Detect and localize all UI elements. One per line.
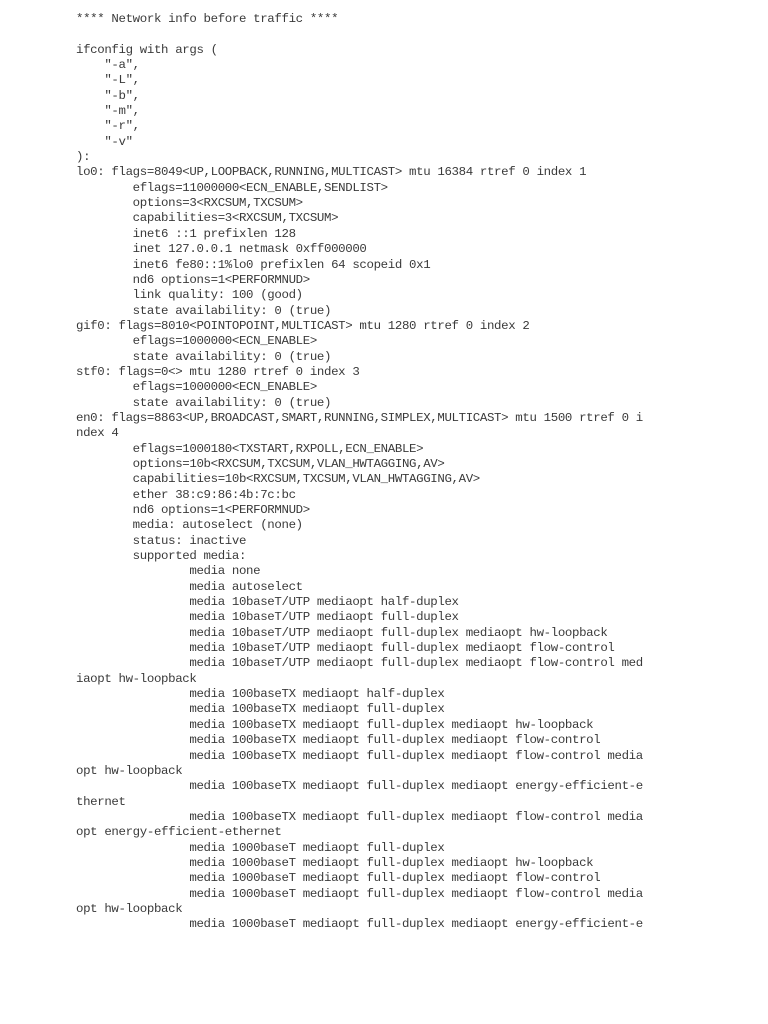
output-line: supported media: xyxy=(76,549,247,564)
output-line: state availability: 0 (true) xyxy=(76,303,332,318)
output-line: nd6 options=1<PERFORMNUD> xyxy=(76,272,310,287)
output-line: "-r", xyxy=(76,119,140,134)
output-line: "-v" xyxy=(76,134,133,149)
output-line: media 1000baseT mediaopt full-duplex mediaopt hw-loopback xyxy=(76,855,594,870)
output-line: media none xyxy=(76,564,261,579)
output-line: inet6 ::1 prefixlen 128 xyxy=(76,226,296,241)
output-line: media 1000baseT mediaopt full-duplex mediaopt energy-efficient-e xyxy=(76,917,643,932)
output-line: eflags=11000000<ECN_ENABLE,SENDLIST> xyxy=(76,180,388,195)
output-line: media 1000baseT mediaopt full-duplex mediaopt flow-control media xyxy=(76,886,643,901)
output-line: capabilities=10b<RXCSUM,TXCSUM,VLAN_HWTAGGING,AV> xyxy=(76,472,480,487)
output-line: **** Network info before traffic **** xyxy=(76,12,339,26)
output-line: eflags=1000000<ECN_ENABLE> xyxy=(76,380,317,395)
output-line: media 100baseTX mediaopt full-duplex mediaopt hw-loopback xyxy=(76,717,594,732)
output-line: stf0: flags=0<> mtu 1280 rtref 0 index 3 xyxy=(76,364,360,379)
output-line: "-m", xyxy=(76,104,140,119)
output-line: link quality: 100 (good) xyxy=(76,288,303,303)
output-line: opt energy-efficient-ethernet xyxy=(76,825,282,840)
output-line: media 10baseT/UTP mediaopt full-duplex mediaopt flow-control xyxy=(76,641,615,656)
output-line: lo0: flags=8049<UP,LOOPBACK,RUNNING,MULTICAST> mtu 16384 rtref 0 index 1 xyxy=(76,165,587,180)
output-line: gif0: flags=8010<POINTOPOINT,MULTICAST> mtu 1280 rtref 0 index 2 xyxy=(76,318,530,333)
output-line: media 100baseTX mediaopt full-duplex mediaopt flow-control media xyxy=(76,748,643,763)
output-line: ifconfig with args ( xyxy=(76,42,218,57)
output-line: eflags=1000000<ECN_ENABLE> xyxy=(76,334,317,349)
output-line: "-b", xyxy=(76,88,140,103)
output-line: media 100baseTX mediaopt half-duplex xyxy=(76,687,445,702)
output-line: state availability: 0 (true) xyxy=(76,395,332,410)
output-line: media 10baseT/UTP mediaopt full-duplex mediaopt flow-control med xyxy=(76,656,643,671)
output-line: en0: flags=8863<UP,BROADCAST,SMART,RUNNING,SIMPLEX,MULTICAST> mtu 1500 rtref 0 i xyxy=(76,410,643,425)
output-line: iaopt hw-loopback xyxy=(76,671,197,686)
output-line: media: autoselect (none) xyxy=(76,518,303,533)
output-line: state availability: 0 (true) xyxy=(76,349,332,364)
output-line: media 1000baseT mediaopt full-duplex mediaopt flow-control xyxy=(76,871,601,886)
output-line: options=10b<RXCSUM,TXCSUM,VLAN_HWTAGGING,AV> xyxy=(76,456,445,471)
output-line: media 100baseTX mediaopt full-duplex mediaopt flow-control media xyxy=(76,809,643,824)
output-line: options=3<RXCSUM,TXCSUM> xyxy=(76,196,303,211)
output-line: status: inactive xyxy=(76,533,247,548)
output-line: ): xyxy=(76,150,91,165)
output-line: media autoselect xyxy=(76,579,303,594)
output-line: nd6 options=1<PERFORMNUD> xyxy=(76,503,310,517)
output-line xyxy=(76,27,676,42)
output-line: capabilities=3<RXCSUM,TXCSUM> xyxy=(76,211,339,226)
output-line: inet6 fe80::1%lo0 prefixlen 64 scopeid 0x1 xyxy=(76,257,431,272)
output-line: media 100baseTX mediaopt full-duplex mediaopt energy-efficient-e xyxy=(76,779,643,794)
output-line: ndex 4 xyxy=(76,426,119,441)
output-line: thernet xyxy=(76,794,126,809)
output-line: inet 127.0.0.1 netmask 0xff000000 xyxy=(76,242,367,257)
output-line: media 10baseT/UTP mediaopt full-duplex mediaopt hw-loopback xyxy=(76,625,608,640)
output-line: opt hw-loopback xyxy=(76,901,183,916)
output-line: media 100baseTX mediaopt full-duplex mediaopt flow-control xyxy=(76,733,601,748)
output-line: media 10baseT/UTP mediaopt full-duplex xyxy=(76,610,459,625)
output-line: "-a", xyxy=(76,58,140,73)
terminal-output-document xyxy=(76,12,676,933)
output-line: ether 38:c9:86:4b:7c:bc xyxy=(76,487,296,502)
output-line: eflags=1000180<TXSTART,RXPOLL,ECN_ENABLE> xyxy=(76,441,424,456)
output-line: opt hw-loopback xyxy=(76,763,183,778)
output-line: media 1000baseT mediaopt full-duplex xyxy=(76,840,445,855)
output-line: media 100baseTX mediaopt full-duplex xyxy=(76,702,445,717)
output-line: "-L", xyxy=(76,73,140,88)
output-line: media 10baseT/UTP mediaopt half-duplex xyxy=(76,595,459,610)
